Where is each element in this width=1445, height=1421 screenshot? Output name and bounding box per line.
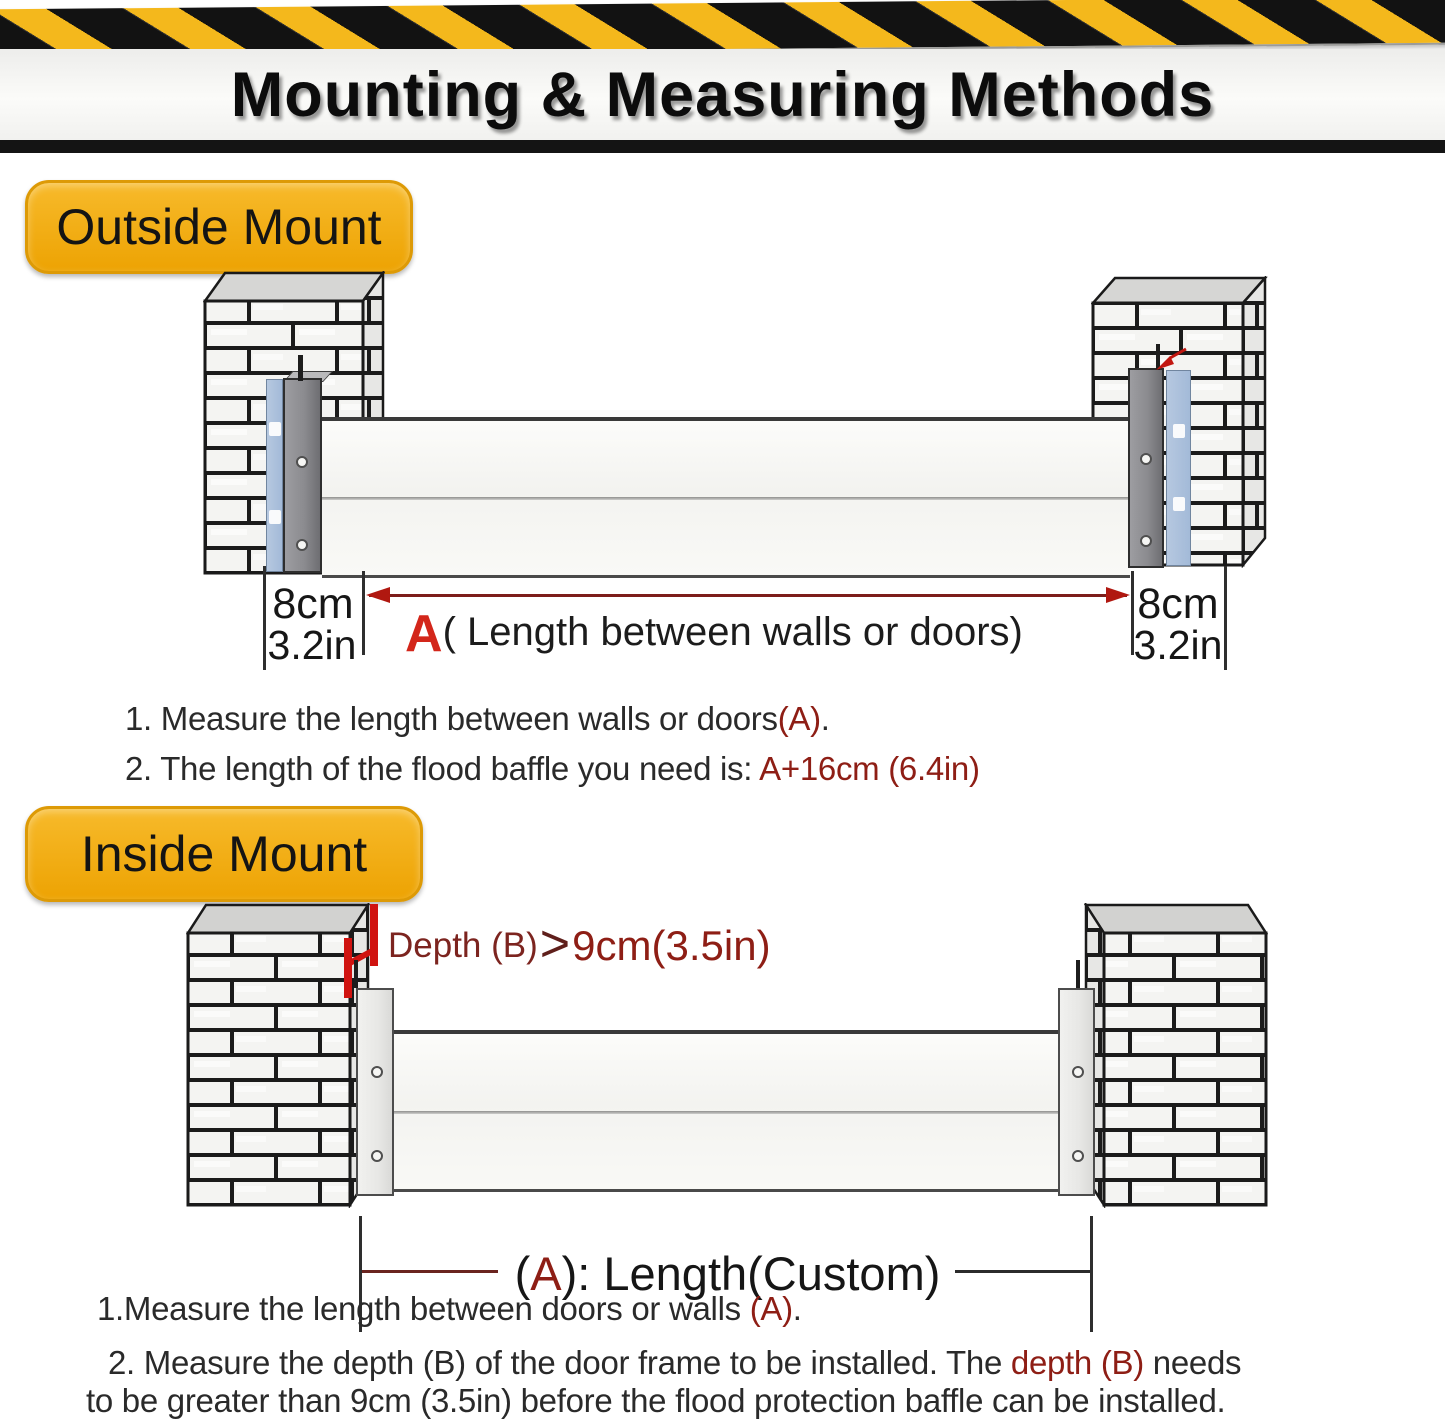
step-text: 2. The length of the flood baffle you need is: <box>125 750 760 787</box>
inside-right-pin <box>1076 960 1080 988</box>
step-text: needs <box>1143 1344 1242 1381</box>
dim-line-left <box>362 1270 498 1273</box>
outside-step-1 <box>125 700 830 738</box>
pillar-top-face <box>1093 278 1265 303</box>
screw-hole <box>1140 535 1152 547</box>
inside-step-2 <box>108 1344 1241 1382</box>
inside-right-brick-pillar <box>1084 903 1268 1208</box>
pillar-front-face <box>188 933 350 1205</box>
step-highlight-a: (A) <box>777 700 821 737</box>
length-a-caption <box>405 605 1023 663</box>
inside-step-2-continued: to be greater than 9cm (3.5in) before the flood protection baffle can be installed. <box>86 1382 1226 1419</box>
depth-label: Depth (B) <box>388 926 538 965</box>
red-pin-arrow-icon <box>1150 346 1194 374</box>
length-a-text: ( Length between walls or doors) <box>442 610 1023 654</box>
depth-value: 9cm(3.5in) <box>572 922 771 969</box>
right-seal-strip <box>1166 370 1191 566</box>
step-text: 2. Measure the depth (B) of the door frame to be installed. The <box>108 1344 1011 1381</box>
inside-left-channel <box>356 988 394 1196</box>
left-offset-inch: 3.2in <box>267 622 357 668</box>
flood-baffle-inside <box>394 1030 1058 1192</box>
left-locking-pin <box>298 355 303 381</box>
step-text: 1.Measure the length between doors or walls <box>97 1290 750 1327</box>
dim-line-right <box>955 1270 1090 1273</box>
flood-baffle-outside <box>322 417 1130 578</box>
step-highlight-depth: depth (B) <box>1010 1344 1144 1381</box>
left-mounting-channel <box>283 378 322 573</box>
pillar-front-face <box>1104 933 1266 1205</box>
inside-left-pin <box>354 960 358 988</box>
seal-dot <box>269 510 281 524</box>
screw-hole <box>296 456 308 468</box>
pillar-top-face <box>1086 905 1266 933</box>
left-offset-cm: 8cm <box>272 580 354 628</box>
step-highlight-a: (A) <box>749 1290 793 1327</box>
caption-text: ): Length(Custom) <box>561 1247 941 1300</box>
header-divider-bar <box>0 140 1445 153</box>
right-offset-cm: 8cm <box>1137 580 1219 628</box>
greater-than-sign: > <box>539 915 571 973</box>
step-highlight-formula: A+16cm (6.4in) <box>759 750 980 787</box>
caption-paren: ( <box>514 1247 531 1300</box>
depth-caption <box>388 915 771 974</box>
right-offset-inch: 3.2in <box>1133 622 1223 668</box>
title-band <box>0 49 1445 140</box>
pillar-side-face <box>1243 278 1265 565</box>
caption-a-letter: A <box>530 1247 562 1300</box>
length-a-arrow <box>369 594 1127 597</box>
pillar-top-face <box>205 273 383 301</box>
screw-hole <box>1072 1066 1084 1078</box>
step-text: . <box>792 1290 802 1327</box>
seal-dot <box>1173 424 1185 438</box>
outside-mount-label: Outside Mount <box>25 180 413 274</box>
length-a-letter: A <box>405 605 443 663</box>
inside-mount-label: Inside Mount <box>25 806 423 902</box>
inside-right-channel <box>1058 988 1095 1196</box>
screw-hole <box>296 539 308 551</box>
screw-hole <box>371 1066 383 1078</box>
screw-hole <box>1140 453 1152 465</box>
screw-hole <box>1072 1150 1084 1162</box>
seal-dot <box>269 422 281 436</box>
screw-hole <box>371 1150 383 1162</box>
step-text: . <box>820 700 830 737</box>
seal-dot <box>1173 497 1185 511</box>
outside-step-2 <box>125 750 980 788</box>
page-title: Mounting & Measuring Methods <box>230 59 1215 130</box>
right-mounting-channel <box>1128 368 1164 568</box>
inside-step-1 <box>97 1290 802 1328</box>
dim-tick <box>1090 1216 1093 1332</box>
step-text: 1. Measure the length between walls or doors <box>125 700 778 737</box>
baffle-panel-seam <box>394 1111 1058 1114</box>
baffle-panel-seam <box>322 497 1130 500</box>
left-seal-strip <box>266 379 283 572</box>
